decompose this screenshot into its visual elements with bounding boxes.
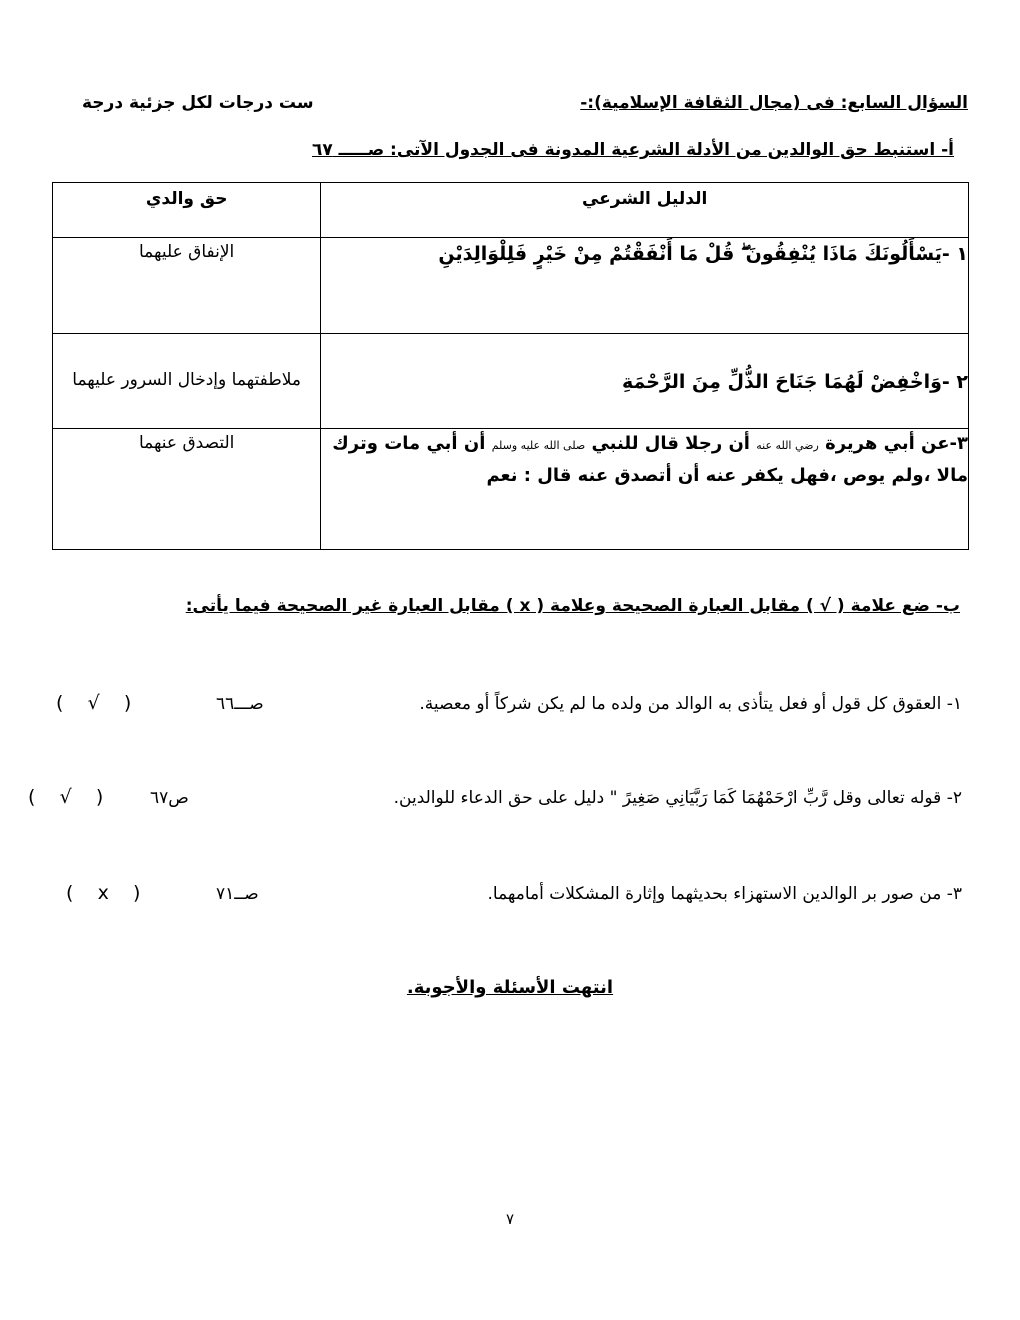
table-row	[53, 429, 969, 550]
page-number: ٧	[505, 1210, 515, 1228]
right-cell: ملاطفتهما وإدخال السرور عليهما	[53, 334, 321, 429]
column-header-right: حق والدي	[53, 183, 321, 238]
statement-text: ١- العقوق كل قول أو فعل يتأذى به الوالد من ولده ما لم يكن شركاً أو معصية.	[419, 694, 962, 714]
evidence-table	[52, 182, 969, 550]
part-a-instruction: أ- استنبط حق الوالدين من الأدلة الشرعية المدونة فى الجدول الآتى: صـــــ ٦٧	[311, 140, 954, 160]
evidence-cell: ٢ -وَاخْفِضْ لَهُمَا جَنَاحَ الذُّلِّ مِنَ الرَّحْمَةِ	[321, 334, 969, 429]
closing-text: انتهت الأسئلة والأجوبة.	[406, 977, 614, 998]
page-reference: ص٦٧	[150, 788, 189, 808]
hadith-text-3: أن أبي مات وترك مالا ،ولم يوص ،فهل يكفر عنه أن أتصدق عنه قال : نعم	[332, 433, 968, 486]
table-row	[53, 334, 969, 429]
page-reference: صـــ٦٦	[216, 694, 264, 714]
answer-mark: ( √ )	[28, 786, 104, 808]
hadith-text-1: ٣-عن أبي هريرة	[825, 433, 968, 454]
column-header-evidence: الدليل الشرعي	[321, 183, 969, 238]
grading-note: ست درجات لكل جزئية درجة	[82, 93, 314, 113]
evidence-cell: ١ -يَسْأَلُونَكَ مَاذَا يُنْفِقُونَ ۖ قُلْ مَا أَنْفَقْتُمْ مِنْ خَيْرٍ فَلِلْوَالِدَيْنِ	[321, 238, 969, 334]
right-cell: التصدق عنهما	[53, 429, 321, 550]
statement-text: ٣- من صور بر الوالدين الاستهزاء بحديثهما وإثارة المشكلات أمامهما.	[487, 884, 962, 904]
statement-text: ٢- قوله تعالى وقل رَّبِّ ارْحَمْهُمَا كَمَا رَبَّيَانِي صَغِيرً " دليل على حق الدعاء للوالدين.	[393, 788, 962, 808]
question-title: السؤال السابع: فى (مجال الثقافة الإسلامية):-	[580, 93, 968, 113]
answer-mark: ( x )	[66, 882, 141, 904]
honorific-text: صلى الله عليه وسلم	[491, 439, 586, 452]
honorific-text: رضي الله عنه	[756, 439, 819, 452]
page-reference: صــ٧١	[216, 884, 259, 904]
right-cell: الإنفاق عليهما	[53, 238, 321, 334]
table-header-row	[53, 183, 969, 238]
hadith-text-2: أن رجلا قال للنبي	[591, 433, 750, 454]
table-row	[53, 238, 969, 334]
part-b-instruction: ب- ضع علامة ( √ ) مقابل العبارة الصحيحة وعلامة ( x ) مقابل العبارة غير الصحيحة فيما يأتى:	[185, 596, 960, 616]
evidence-cell	[321, 429, 969, 550]
answer-mark: ( √ )	[56, 692, 132, 714]
